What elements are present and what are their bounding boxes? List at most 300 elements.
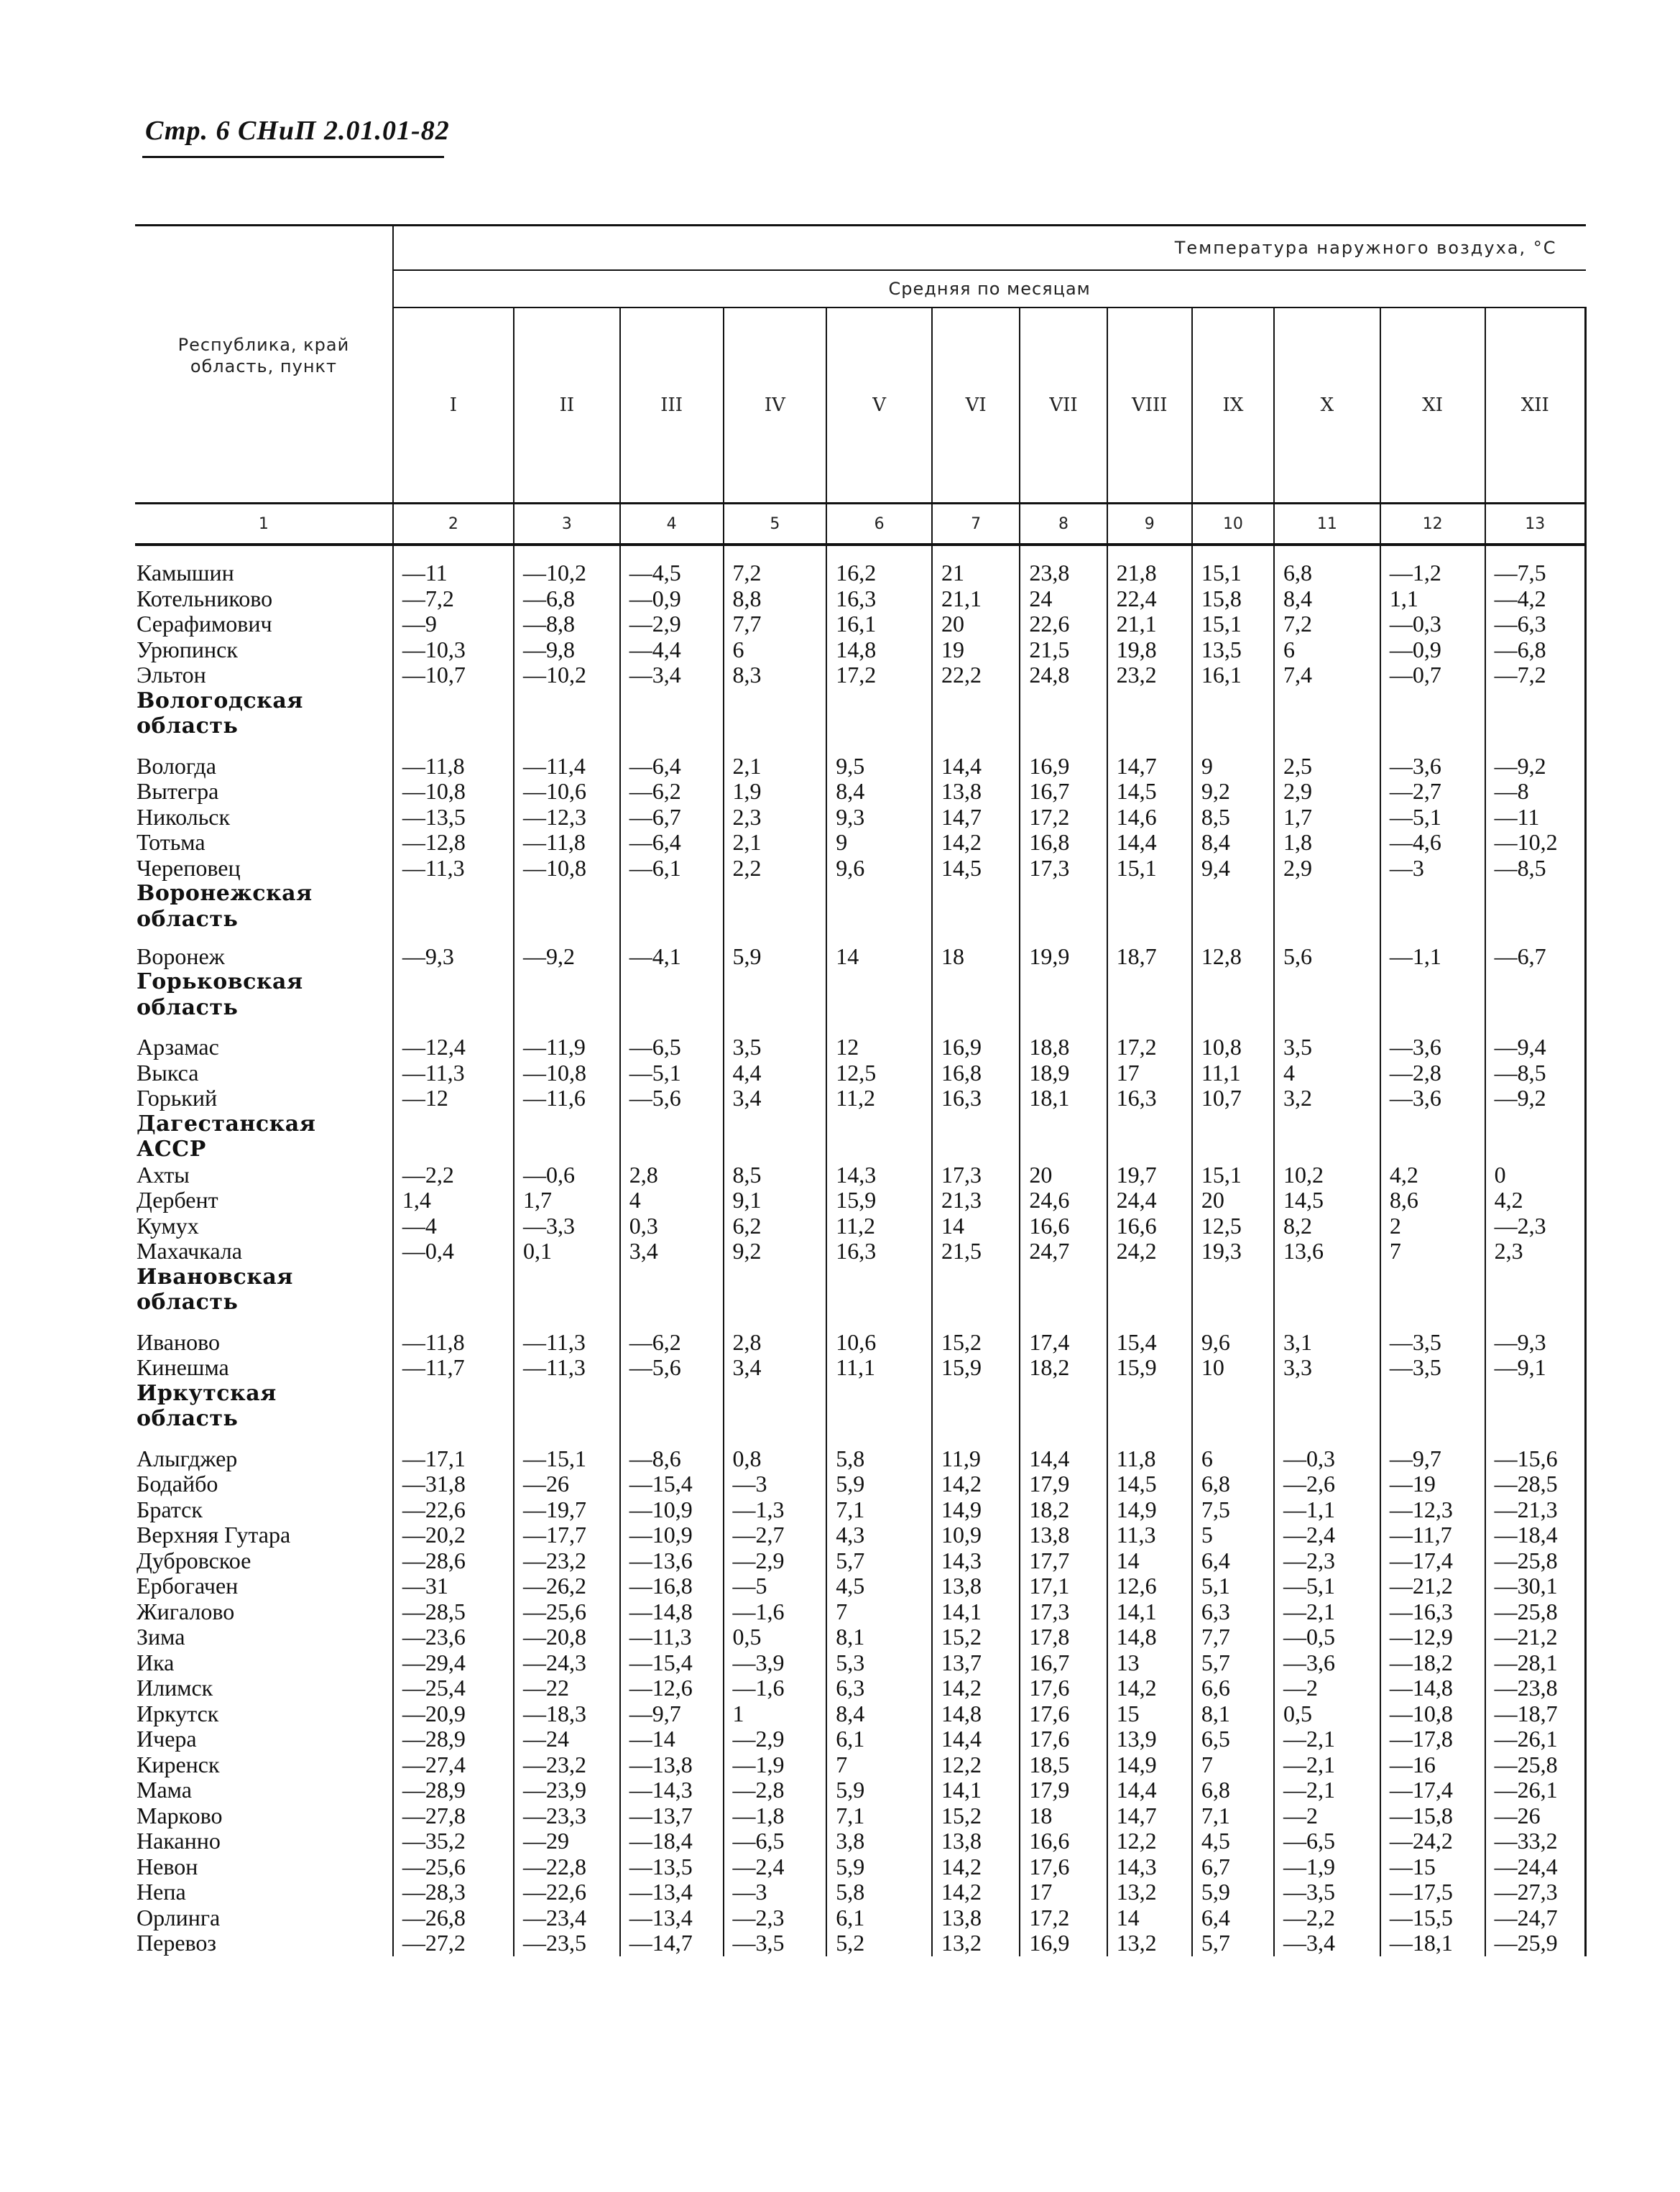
column-number: 4 bbox=[620, 504, 724, 545]
month-header: IV bbox=[724, 307, 827, 504]
temperature-cell: 4,3 bbox=[826, 1522, 932, 1548]
empty-cell bbox=[1380, 1432, 1485, 1446]
temperature-cell: 14,9 bbox=[1107, 1752, 1192, 1778]
empty-cell bbox=[1020, 1264, 1107, 1290]
temperature-cell: —11,7 bbox=[1380, 1522, 1485, 1548]
empty-cell bbox=[1274, 545, 1380, 560]
temperature-cell: 19,7 bbox=[1107, 1162, 1192, 1188]
temperature-cell: —26,1 bbox=[1485, 1777, 1586, 1803]
temperature-cell: 0,3 bbox=[620, 1213, 724, 1239]
temperature-cell: 14,2 bbox=[1107, 1675, 1192, 1701]
region-heading-row bbox=[135, 1137, 1586, 1162]
temperature-cell: —15,6 bbox=[1485, 1446, 1586, 1472]
temperature-cell: 14,4 bbox=[1020, 1446, 1107, 1472]
region-heading-row bbox=[135, 1406, 1586, 1432]
table-row bbox=[135, 1162, 1586, 1188]
temperature-cell: 14,4 bbox=[932, 1726, 1020, 1752]
table-row bbox=[135, 1188, 1586, 1213]
temperature-cell: 6,4 bbox=[1192, 1548, 1274, 1574]
temperature-cell: —6,7 bbox=[620, 805, 724, 831]
empty-cell bbox=[1485, 995, 1586, 1021]
temperature-cell: 20 bbox=[1192, 1188, 1274, 1213]
temperature-cell: —0,5 bbox=[1274, 1624, 1380, 1650]
temperature-cell: 14,5 bbox=[1107, 1471, 1192, 1497]
temperature-cell: 2,3 bbox=[1485, 1239, 1586, 1264]
temperature-cell: 8,6 bbox=[1380, 1188, 1485, 1213]
temperature-cell: 15,9 bbox=[932, 1355, 1020, 1381]
temperature-cell: 3,4 bbox=[724, 1086, 827, 1111]
location-name: Тотьма bbox=[135, 830, 393, 856]
temperature-cell: —14,3 bbox=[620, 1777, 724, 1803]
temperature-cell: 11,8 bbox=[1107, 1446, 1192, 1472]
temperature-cell: —13,4 bbox=[620, 1905, 724, 1931]
empty-cell bbox=[1107, 995, 1192, 1021]
temperature-cell: —21,2 bbox=[1485, 1624, 1586, 1650]
location-name: Кумух bbox=[135, 1213, 393, 1239]
column-number: 10 bbox=[1192, 504, 1274, 545]
temperature-cell: —2,4 bbox=[724, 1854, 827, 1880]
temperature-cell: 17,7 bbox=[1020, 1548, 1107, 1574]
table-row bbox=[135, 1330, 1586, 1356]
temperature-cell: —12,3 bbox=[514, 805, 620, 831]
temperature-cell: —3,9 bbox=[724, 1650, 827, 1676]
temperature-cell: 15,8 bbox=[1192, 586, 1274, 612]
temperature-cell: —18,1 bbox=[1380, 1930, 1485, 1956]
temperature-cell: —6,1 bbox=[620, 856, 724, 882]
empty-cell bbox=[1485, 1137, 1586, 1162]
empty-cell bbox=[1485, 1264, 1586, 1290]
temperature-cell: 21 bbox=[932, 560, 1020, 586]
temperature-cell: 16,9 bbox=[1020, 1930, 1107, 1956]
table-row bbox=[135, 611, 1586, 637]
table-row bbox=[135, 1446, 1586, 1472]
empty-cell bbox=[1020, 545, 1107, 560]
temperature-cell: 18,9 bbox=[1020, 1060, 1107, 1086]
temperature-cell: 10,9 bbox=[932, 1522, 1020, 1548]
temperature-cell: —3,5 bbox=[1380, 1355, 1485, 1381]
empty-cell bbox=[1020, 713, 1107, 739]
temperature-cell: 14,1 bbox=[932, 1599, 1020, 1625]
temperature-cell: 6,1 bbox=[826, 1726, 932, 1752]
empty-cell bbox=[1020, 1315, 1107, 1330]
temperature-cell: —3 bbox=[1380, 856, 1485, 882]
empty-cell bbox=[932, 1432, 1020, 1446]
location-name: Дербент bbox=[135, 1188, 393, 1213]
temperature-cell: —10,3 bbox=[393, 637, 514, 663]
location-name: Ахты bbox=[135, 1162, 393, 1188]
temperature-cell: —6,5 bbox=[1274, 1828, 1380, 1854]
temperature-cell: —3,4 bbox=[1274, 1930, 1380, 1956]
table-row bbox=[135, 1777, 1586, 1803]
empty-cell bbox=[1192, 1020, 1274, 1035]
temperature-cell: —2,3 bbox=[1274, 1548, 1380, 1574]
table-row bbox=[135, 1854, 1586, 1880]
location-name: Иваново bbox=[135, 1330, 393, 1356]
column-number: 11 bbox=[1274, 504, 1380, 545]
temperature-cell: —2,3 bbox=[724, 1905, 827, 1931]
empty-cell bbox=[826, 1111, 932, 1137]
temperature-cell: —5,1 bbox=[620, 1060, 724, 1086]
spacer-cell bbox=[135, 1432, 393, 1446]
temperature-cell: 3,5 bbox=[724, 1035, 827, 1060]
temperature-cell: —6,5 bbox=[620, 1035, 724, 1060]
column-number: 7 bbox=[932, 504, 1020, 545]
empty-cell bbox=[1020, 969, 1107, 995]
temperature-cell: 16,3 bbox=[932, 1086, 1020, 1111]
empty-cell bbox=[826, 688, 932, 714]
temperature-cell: 18,2 bbox=[1020, 1497, 1107, 1523]
empty-cell bbox=[514, 713, 620, 739]
empty-cell bbox=[932, 1290, 1020, 1315]
region-heading-row bbox=[135, 881, 1586, 907]
empty-cell bbox=[932, 881, 1020, 907]
temperature-cell: —9,3 bbox=[1485, 1330, 1586, 1356]
location-name: Орлинга bbox=[135, 1905, 393, 1931]
temperature-cell: —7,2 bbox=[1485, 662, 1586, 688]
empty-cell bbox=[1485, 1111, 1586, 1137]
temperature-cell: —24,2 bbox=[1380, 1828, 1485, 1854]
spacer-row bbox=[135, 739, 1586, 754]
temperature-cell: 19 bbox=[932, 637, 1020, 663]
temperature-cell: 13,9 bbox=[1107, 1726, 1192, 1752]
temperature-cell: —27,2 bbox=[393, 1930, 514, 1956]
temperature-cell: —23,6 bbox=[393, 1624, 514, 1650]
temperature-cell: —12,3 bbox=[1380, 1497, 1485, 1523]
temperature-cell: —14 bbox=[620, 1726, 724, 1752]
location-name: Ербогачен bbox=[135, 1573, 393, 1599]
temperature-cell: 7,2 bbox=[724, 560, 827, 586]
temperature-cell: —13,4 bbox=[620, 1879, 724, 1905]
empty-cell bbox=[514, 739, 620, 754]
column-header-location: Республика, край область, пункт bbox=[135, 226, 393, 504]
empty-cell bbox=[826, 1406, 932, 1432]
temperature-cell: 16,3 bbox=[826, 586, 932, 612]
temperature-cell: 6 bbox=[1192, 1446, 1274, 1472]
temperature-cell: 18,1 bbox=[1020, 1086, 1107, 1111]
region-heading-row bbox=[135, 969, 1586, 995]
location-name: Горький bbox=[135, 1086, 393, 1111]
empty-cell bbox=[514, 1432, 620, 1446]
column-number: 12 bbox=[1380, 504, 1485, 545]
temperature-cell: 12,6 bbox=[1107, 1573, 1192, 1599]
region-heading-row bbox=[135, 713, 1586, 739]
temperature-cell: 24,7 bbox=[1020, 1239, 1107, 1264]
temperature-cell: 22,4 bbox=[1107, 586, 1192, 612]
empty-cell bbox=[1380, 1137, 1485, 1162]
empty-cell bbox=[1380, 1111, 1485, 1137]
temperature-cell: —18,7 bbox=[1485, 1701, 1586, 1727]
empty-cell bbox=[1274, 713, 1380, 739]
temperature-cell: 14,7 bbox=[1107, 1803, 1192, 1829]
empty-cell bbox=[1380, 1381, 1485, 1407]
temperature-cell: 2,9 bbox=[1274, 856, 1380, 882]
temperature-cell: 6,3 bbox=[1192, 1599, 1274, 1625]
empty-cell bbox=[1192, 713, 1274, 739]
table-row bbox=[135, 1548, 1586, 1574]
empty-cell bbox=[932, 1315, 1020, 1330]
temperature-cell: 14,2 bbox=[932, 1675, 1020, 1701]
temperature-cell: —12 bbox=[393, 1086, 514, 1111]
temperature-cell: 5,6 bbox=[1274, 932, 1380, 969]
temperature-cell: 1,4 bbox=[393, 1188, 514, 1213]
temperature-cell: —11,3 bbox=[620, 1624, 724, 1650]
location-name: Воронеж bbox=[135, 932, 393, 969]
temperature-cell: —27,8 bbox=[393, 1803, 514, 1829]
temperature-cell: 14,9 bbox=[932, 1497, 1020, 1523]
empty-cell bbox=[826, 1264, 932, 1290]
location-name: Алыгджер bbox=[135, 1446, 393, 1472]
temperature-cell: 18,8 bbox=[1020, 1035, 1107, 1060]
temperature-cell: —24,4 bbox=[1485, 1854, 1586, 1880]
location-name: Илимск bbox=[135, 1675, 393, 1701]
temperature-cell: 1,8 bbox=[1274, 830, 1380, 856]
table-row bbox=[135, 1650, 1586, 1676]
empty-cell bbox=[724, 1137, 827, 1162]
temperature-cell: —9,8 bbox=[514, 637, 620, 663]
temperature-cell: 14,1 bbox=[932, 1777, 1020, 1803]
table-row bbox=[135, 1726, 1586, 1752]
temperature-cell: —10,2 bbox=[1485, 830, 1586, 856]
empty-cell bbox=[932, 1111, 1020, 1137]
climate-table-area bbox=[135, 224, 1587, 1956]
temperature-cell: 7 bbox=[1380, 1239, 1485, 1264]
temperature-cell: —7,2 bbox=[393, 586, 514, 612]
temperature-cell: —0,9 bbox=[620, 586, 724, 612]
empty-cell bbox=[724, 1020, 827, 1035]
temperature-cell: 16,2 bbox=[826, 560, 932, 586]
temperature-cell: —4,4 bbox=[620, 637, 724, 663]
temperature-cell: 7,4 bbox=[1274, 662, 1380, 688]
temperature-cell: 5,9 bbox=[826, 1471, 932, 1497]
empty-cell bbox=[393, 1020, 514, 1035]
temperature-cell: 7 bbox=[1192, 1752, 1274, 1778]
month-header: VII bbox=[1020, 307, 1107, 504]
table-row bbox=[135, 1624, 1586, 1650]
temperature-cell: —11,8 bbox=[514, 830, 620, 856]
column-number: 13 bbox=[1485, 504, 1586, 545]
temperature-cell: —18,4 bbox=[1485, 1522, 1586, 1548]
empty-cell bbox=[620, 995, 724, 1021]
temperature-cell: 17,1 bbox=[1020, 1573, 1107, 1599]
empty-cell bbox=[620, 545, 724, 560]
temperature-cell: 13,5 bbox=[1192, 637, 1274, 663]
empty-cell bbox=[932, 907, 1020, 933]
empty-cell bbox=[620, 688, 724, 714]
empty-cell bbox=[1274, 907, 1380, 933]
empty-cell bbox=[1020, 907, 1107, 933]
temperature-cell: —24 bbox=[514, 1726, 620, 1752]
month-header: IX bbox=[1192, 307, 1274, 504]
empty-cell bbox=[1485, 1315, 1586, 1330]
table-row bbox=[135, 805, 1586, 831]
empty-cell bbox=[724, 1315, 827, 1330]
temperature-cell: —3,6 bbox=[1380, 1035, 1485, 1060]
temperature-cell: 14,5 bbox=[1274, 1188, 1380, 1213]
temperature-cell: 14,9 bbox=[1107, 1497, 1192, 1523]
empty-cell bbox=[1485, 1432, 1586, 1446]
empty-cell bbox=[514, 1111, 620, 1137]
table-row bbox=[135, 1035, 1586, 1060]
temperature-cell: —6,7 bbox=[1485, 932, 1586, 969]
temperature-cell: —16 bbox=[1380, 1752, 1485, 1778]
temperature-cell: 18 bbox=[932, 932, 1020, 969]
table-row bbox=[135, 1086, 1586, 1111]
temperature-cell: —23,2 bbox=[514, 1752, 620, 1778]
temperature-cell: 14 bbox=[932, 1213, 1020, 1239]
empty-cell bbox=[514, 969, 620, 995]
temperature-cell: —14,8 bbox=[620, 1599, 724, 1625]
temperature-cell: —27,3 bbox=[1485, 1879, 1586, 1905]
location-name: Вологда bbox=[135, 754, 393, 780]
empty-cell bbox=[1020, 1381, 1107, 1407]
empty-cell bbox=[1020, 1432, 1107, 1446]
temperature-cell: 20 bbox=[932, 611, 1020, 637]
location-name: Серафимович bbox=[135, 611, 393, 637]
month-header: XII bbox=[1485, 307, 1586, 504]
temperature-cell: 1,1 bbox=[1380, 586, 1485, 612]
month-header: III bbox=[620, 307, 724, 504]
temperature-cell: 13,8 bbox=[932, 1905, 1020, 1931]
empty-cell bbox=[514, 881, 620, 907]
temperature-cell: —30,1 bbox=[1485, 1573, 1586, 1599]
region-name: область bbox=[135, 995, 393, 1021]
temperature-cell: 17,2 bbox=[826, 662, 932, 688]
temperature-cell: 16,3 bbox=[826, 1239, 932, 1264]
temperature-cell: 6,8 bbox=[1192, 1471, 1274, 1497]
temperature-cell: 21,8 bbox=[1107, 560, 1192, 586]
region-name: Воронежская bbox=[135, 881, 393, 907]
temperature-cell: 24,6 bbox=[1020, 1188, 1107, 1213]
table-row bbox=[135, 1355, 1586, 1381]
temperature-cell: —6,2 bbox=[620, 1330, 724, 1356]
temperature-cell: 4,2 bbox=[1380, 1162, 1485, 1188]
empty-cell bbox=[826, 1290, 932, 1315]
month-header: X bbox=[1274, 307, 1380, 504]
empty-cell bbox=[620, 1111, 724, 1137]
region-heading-row bbox=[135, 907, 1586, 933]
empty-cell bbox=[724, 1406, 827, 1432]
temperature-cell: —4,1 bbox=[620, 932, 724, 969]
empty-cell bbox=[1107, 545, 1192, 560]
column-group-title: Температура наружного воздуха, °С bbox=[393, 226, 1586, 271]
temperature-cell: —35,2 bbox=[393, 1828, 514, 1854]
empty-cell bbox=[1380, 1406, 1485, 1432]
location-name: Верхняя Гутара bbox=[135, 1522, 393, 1548]
temperature-cell: 21,3 bbox=[932, 1188, 1020, 1213]
location-name: Череповец bbox=[135, 856, 393, 882]
empty-cell bbox=[393, 713, 514, 739]
temperature-cell: 19,9 bbox=[1020, 932, 1107, 969]
temperature-cell: 11,2 bbox=[826, 1213, 932, 1239]
temperature-cell: —25,6 bbox=[393, 1854, 514, 1880]
location-name: Наканно bbox=[135, 1828, 393, 1854]
temperature-cell: 13,8 bbox=[932, 1573, 1020, 1599]
temperature-cell: 22,6 bbox=[1020, 611, 1107, 637]
temperature-cell: —24,3 bbox=[514, 1650, 620, 1676]
temperature-cell: 5,3 bbox=[826, 1650, 932, 1676]
temperature-cell: 13,8 bbox=[932, 1828, 1020, 1854]
month-header: VI bbox=[932, 307, 1020, 504]
temperature-cell: 16,6 bbox=[1020, 1828, 1107, 1854]
temperature-cell: —17,7 bbox=[514, 1522, 620, 1548]
region-heading-row bbox=[135, 1264, 1586, 1290]
spacer-row bbox=[135, 1432, 1586, 1446]
temperature-cell: 9 bbox=[1192, 754, 1274, 780]
empty-cell bbox=[514, 1315, 620, 1330]
empty-cell bbox=[1485, 739, 1586, 754]
temperature-cell: 1,7 bbox=[1274, 805, 1380, 831]
temperature-cell: 16,9 bbox=[932, 1035, 1020, 1060]
temperature-cell: 16,7 bbox=[1020, 1650, 1107, 1676]
empty-cell bbox=[1192, 739, 1274, 754]
spacer-cell bbox=[135, 739, 393, 754]
location-name: Ика bbox=[135, 1650, 393, 1676]
empty-cell bbox=[1274, 1381, 1380, 1407]
empty-cell bbox=[620, 1264, 724, 1290]
temperature-cell: 14,6 bbox=[1107, 805, 1192, 831]
temperature-cell: 9 bbox=[826, 830, 932, 856]
spacer-row bbox=[135, 1020, 1586, 1035]
temperature-cell: 5,1 bbox=[1192, 1573, 1274, 1599]
temperature-cell: —8,5 bbox=[1485, 1060, 1586, 1086]
temperature-cell: 9,6 bbox=[826, 856, 932, 882]
temperature-cell: 13,2 bbox=[932, 1930, 1020, 1956]
temperature-cell: —11,3 bbox=[514, 1355, 620, 1381]
temperature-cell: 5,7 bbox=[1192, 1930, 1274, 1956]
month-header: II bbox=[514, 307, 620, 504]
empty-cell bbox=[1380, 881, 1485, 907]
temperature-cell: 0,5 bbox=[724, 1624, 827, 1650]
temperature-cell: —2,6 bbox=[1274, 1471, 1380, 1497]
empty-cell bbox=[1485, 1406, 1586, 1432]
temperature-cell: 13,2 bbox=[1107, 1930, 1192, 1956]
temperature-cell: 17,6 bbox=[1020, 1726, 1107, 1752]
temperature-cell: —10,2 bbox=[514, 560, 620, 586]
temperature-cell: —12,6 bbox=[620, 1675, 724, 1701]
temperature-cell: —19 bbox=[1380, 1471, 1485, 1497]
temperature-cell: 14,4 bbox=[1107, 1777, 1192, 1803]
temperature-cell: —25,4 bbox=[393, 1675, 514, 1701]
temperature-cell: 14,1 bbox=[1107, 1599, 1192, 1625]
temperature-cell: 11,9 bbox=[932, 1446, 1020, 1472]
temperature-cell: 8,3 bbox=[724, 662, 827, 688]
empty-cell bbox=[724, 545, 827, 560]
temperature-cell: —2,8 bbox=[724, 1777, 827, 1803]
temperature-cell: 5,9 bbox=[724, 932, 827, 969]
empty-cell bbox=[1107, 1111, 1192, 1137]
region-name: область bbox=[135, 1290, 393, 1315]
region-name: Дагестанская bbox=[135, 1111, 393, 1137]
temperature-cell: 17,8 bbox=[1020, 1624, 1107, 1650]
temperature-cell: —3,6 bbox=[1380, 1086, 1485, 1111]
temperature-cell: —28,5 bbox=[1485, 1471, 1586, 1497]
temperature-cell: —29 bbox=[514, 1828, 620, 1854]
temperature-cell: 8,5 bbox=[724, 1162, 827, 1188]
temperature-cell: —11,8 bbox=[393, 754, 514, 780]
temperature-cell: 17,2 bbox=[1020, 1905, 1107, 1931]
location-name: Эльтон bbox=[135, 662, 393, 688]
temperature-cell: —14,7 bbox=[620, 1930, 724, 1956]
temperature-cell: 17,3 bbox=[1020, 1599, 1107, 1625]
temperature-cell: —1,2 bbox=[1380, 560, 1485, 586]
empty-cell bbox=[826, 713, 932, 739]
temperature-cell: —13,5 bbox=[393, 805, 514, 831]
temperature-cell: —22,6 bbox=[514, 1879, 620, 1905]
empty-cell bbox=[1380, 545, 1485, 560]
empty-cell bbox=[826, 1381, 932, 1407]
location-name: Жигалово bbox=[135, 1599, 393, 1625]
temperature-cell: —6,8 bbox=[1485, 637, 1586, 663]
